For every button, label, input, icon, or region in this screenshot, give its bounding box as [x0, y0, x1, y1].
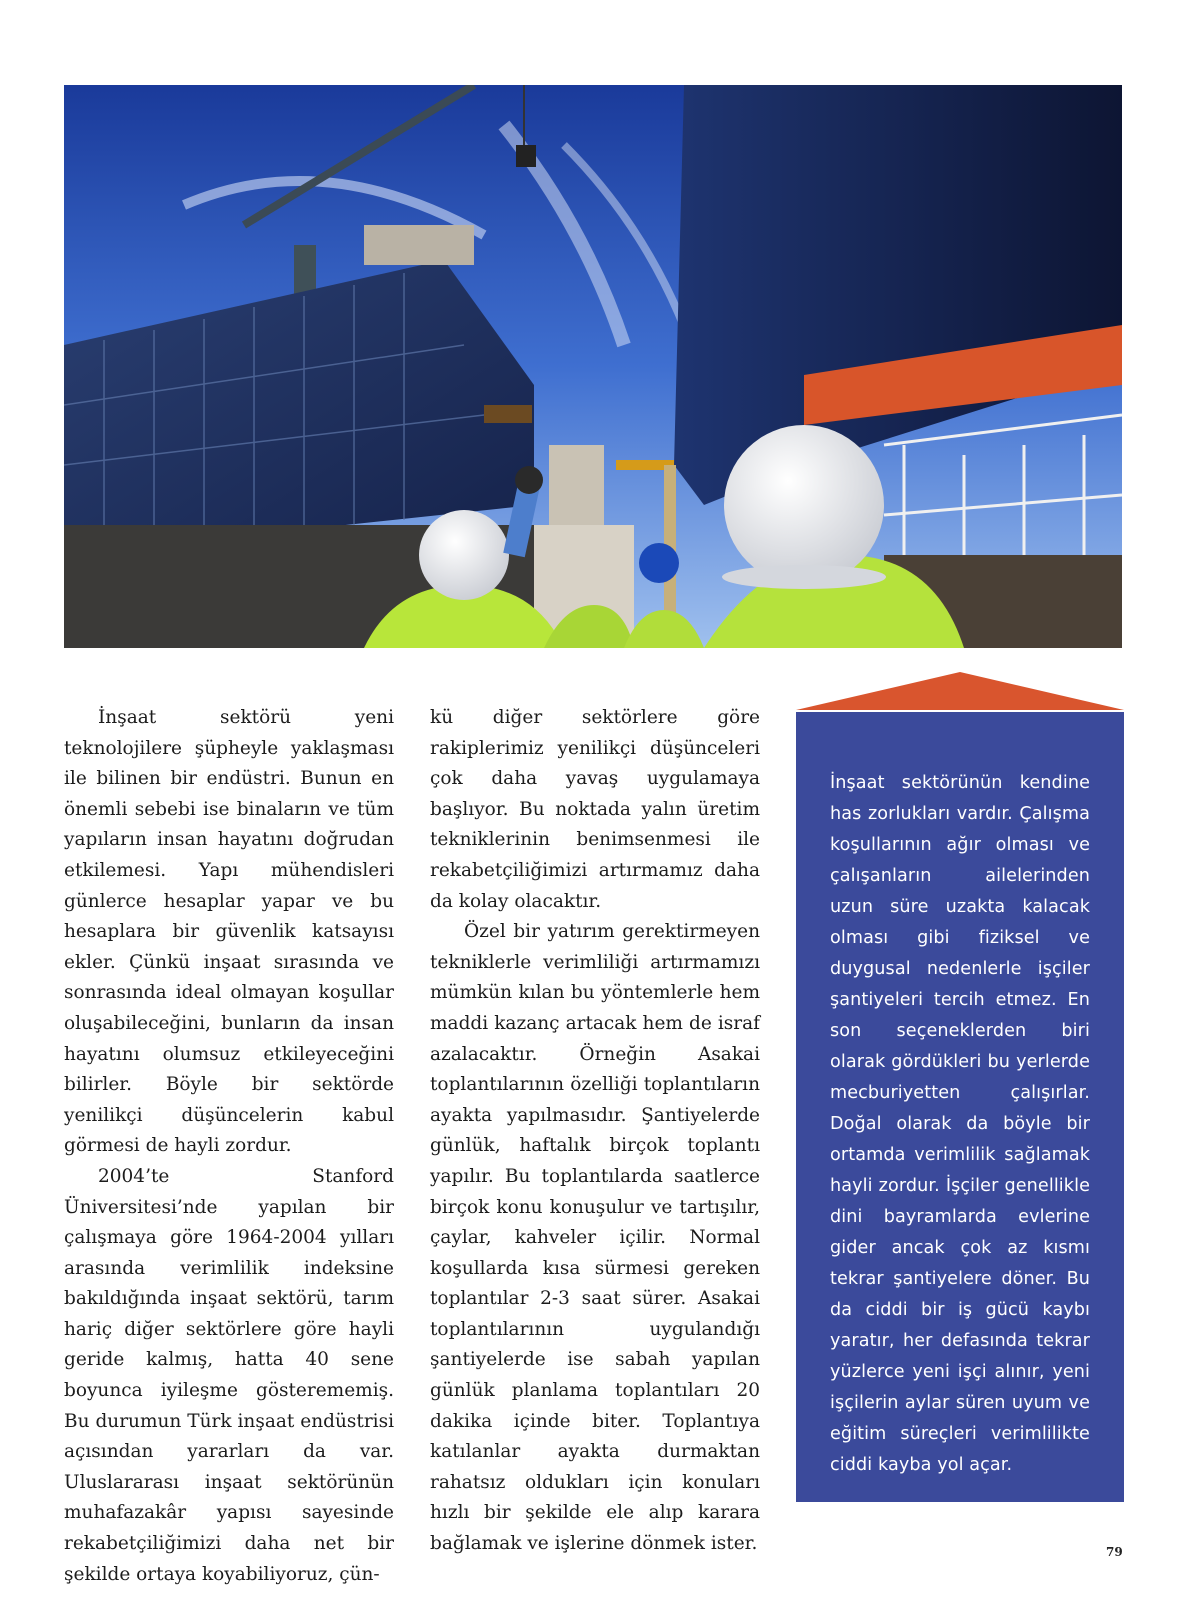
paragraph: 2004’te Stanford Üniversitesi’nde yapılan bir çalışmaya göre 1964-2004 yılları arasında verimlilik indeksine bakıldığında inşaat sektörü, tarım hariç diğer sektörlere göre hayli geride kalmış, hatta 40 sene boyunca iyileşme gösterememiş. Bu durumun Türk inşaat endüstrisi açısından yararları da var. Uluslararası inşaat sektörünün muhafazakâr yapısı sayesinde rekabetçiliğimizi daha net bir şekilde ortaya koyabiliyoruz, çün- — [64, 1165, 394, 1585]
sidebar-text: İnşaat sektörünün kendine has zorlukları vardır. Çalışma koşullarının ağır olması ve çalışanların ailelerinden uzun süre uzakta kalacak olması gibi fiziksel ve duygusal nedenlerle işçiler şantiyeleri tercih etmez. En son seçeneklerden biri olarak gördükleri bu yerlerde mecburiyetten çalışırlar. Doğal olarak da böyle bir ortamda verimlilik sağlamak hayli zordur. İşçiler genellikle dini bayramlarda evlerine gider ancak çok az kısmı tekrar şantiyelere döner. Bu da ciddi bir iş gücü kaybı yaratır, her defasında tekrar yüzlerce yeni işçi alınır, yeni işçilerin aylar süren uyum ve eğitim süreçleri verimlilikte ciddi kayba yol açar. — [830, 773, 1090, 1475]
text-column-2 — [430, 703, 760, 1560]
sidebar-box — [796, 712, 1124, 1502]
page-number: 79 — [1106, 1545, 1123, 1559]
paragraph: İnşaat sektörü yeni teknolojilere şüpheyle yaklaşması ile bilinen bir endüstri. Bunun en önemli sebebi ise binaların ve tüm yapıların insan hayatını doğrudan etkilemesi. Yapı mühendisleri günlerce hesaplar yapar ve bu hesaplara bir güvenlik katsayısı ekler. Çünkü inşaat sırasında ve sonrasında ideal olmayan koşullar oluşabileceğini, bunların da insan hayatını olumsuz etkileyeceğini bilirler. Böyle bir sektörde yenilikçi düşüncelerin kabul görmesi de hayli zordur. — [64, 707, 394, 1157]
sidebar-roof-icon — [796, 672, 1124, 712]
paragraph: Özel bir yatırım gerektirmeyen tekniklerle verimliliği artırmamızı mümkün kılan bu yöntemlerle hem maddi kazanç artacak hem de israf azalacaktır. Örneğin Asakai toplantılarının özelliği toplantıların ayakta yapılmasıdır. Şantiyelerde günlük, haftalık birçok toplantı yapılır. Bu toplantılarda saatlerce birçok konu konuşulur ve tartışılır, çaylar, kahveler içilir. Normal koşullarda kısa sürmesi gereken toplantılar 2-3 saat sürer. Asakai toplantılarının uygulandığı şantiyelerde ise sabah yapılan günlük planlama toplantıları 20 dakika içinde biter. Toplantıya katılanlar ayakta durmaktan rahatsız oldukları için konuları hızlı bir şekilde ele alıp karara bağlamak ve işlerine dönmek ister. — [430, 921, 760, 1555]
text-column-1 — [64, 703, 394, 1590]
construction-site-photo — [64, 85, 1122, 648]
paragraph: kü diğer sektörlere göre rakiplerimiz yenilikçi düşünceleri çok daha yavaş uygulamaya başlıyor. Bu noktada yalın üretim tekniklerinin benimsenmesi ile rekabetçiliğimizi artırmamız daha da kolay olacaktır. — [430, 707, 760, 912]
